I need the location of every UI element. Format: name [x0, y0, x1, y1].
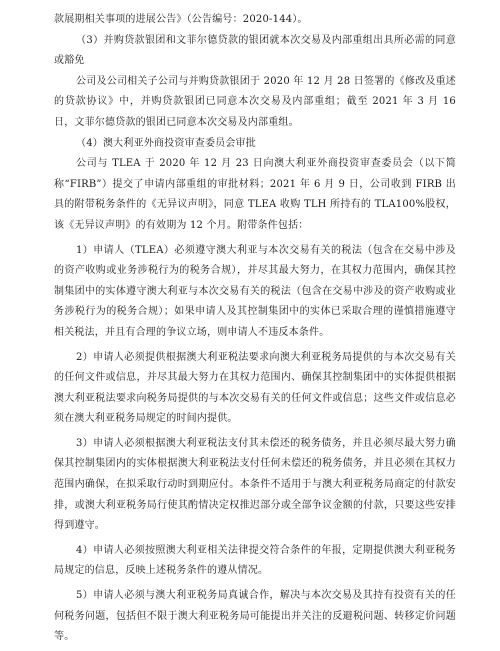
paragraph-condition-1: 1）申请人（TLEA）必须遵守澳大利亚与本次交易有关的税法（包含在交易中涉及的资产收购或业务涉税行为的税务合规），并尽其最大努力，在其权力范围内，确保其控制集团中的实体遵守澳大利亚与本次交易有关的税法（包含在交易中涉及的资产收购或业务涉税行为的税务合规）；如果申请人及其控制集团中的实体已采取合理的谨慎措施遵守相关税法，并且有合理的争议立场，则申请人不违反本条件。	[54, 244, 456, 338]
paragraph-item-3-heading: （3）并购贷款银团和文菲尔德贷款的银团就本次交易及内部重组出具所必需的同意或豁免	[54, 34, 456, 67]
paragraph-loan-consent: 公司及公司相关子公司与并购贷款银团于 2020 年 12 月 28 日签署的《修改及重述的贷款协议》中，并购贷款银团已同意本次交易及内部重组；截至 2021 年 3 月 16 日，文菲尔德贷款的银团已同意本次交易及内部重组。	[54, 75, 456, 128]
paragraph-continuation: 款展期相关事项的进展公告》（公告编号：2020-144）。	[54, 14, 308, 25]
paragraph-firb-approval: 公司与 TLEA 于 2020 年 12 月 23 日向澳大利亚外商投资审查委员会（以下简称“FIRB”）提交了申请内部重组的审批材料；2021 年 6 月 9 日，公司收到 FIRB 出具的附带税务条件的《无异议声明》，同意 TLEA 收购 TLH 所持有的 TLA100%股权，该《无异议声明》的有效期为 12 个月。附带条件包括：	[54, 158, 456, 231]
paragraph-condition-5: 5）申请人必须与澳大利亚税务局真诚合作，解决与本次交易及其持有投资有关的任何税务问题，包括但不限于澳大利亚税务局可能提出并关注的反避税问题、转移定价问题等。	[54, 590, 456, 643]
paragraph-condition-4: 4）申请人必须按照澳大利亚相关法律提交符合条件的年报，定期提供澳大利亚税务局规定的信息，反映上述税务条件的遵从情况。	[54, 544, 456, 577]
paragraph-condition-2: 2）申请人必须提供根据澳大利亚税法要求向澳大利亚税务局提供的与本次交易有关的任何文件或信息，并尽其最大努力在其权力范围内、确保其控制集团中的实体提供根据澳大利亚税法要求向税务局提供的与本次交易有关的任何文件或信息；这些文件或信息必须在澳大利亚税务局规定的时间内提供。	[54, 351, 456, 425]
paragraph-condition-3: 3）申请人必须根据澳大利亚税法支付其未偿还的税务债务，并且必须尽最大努力确保其控制集团内的实体根据澳大利亚税法支付任何未偿还的税务债务，并且必须在其权力范围内确保，在拟采取行动时到期应付。本条件不适用于与澳大利亚税务局商定的付款安排，或澳大利亚税务局行使其酌情决定权推迟部分或全部争议金额的付款，只要这些安排得到遵守。	[54, 437, 456, 532]
paragraph-item-4-heading: （4）澳大利亚外商投资审查委员会审批	[76, 137, 256, 149]
